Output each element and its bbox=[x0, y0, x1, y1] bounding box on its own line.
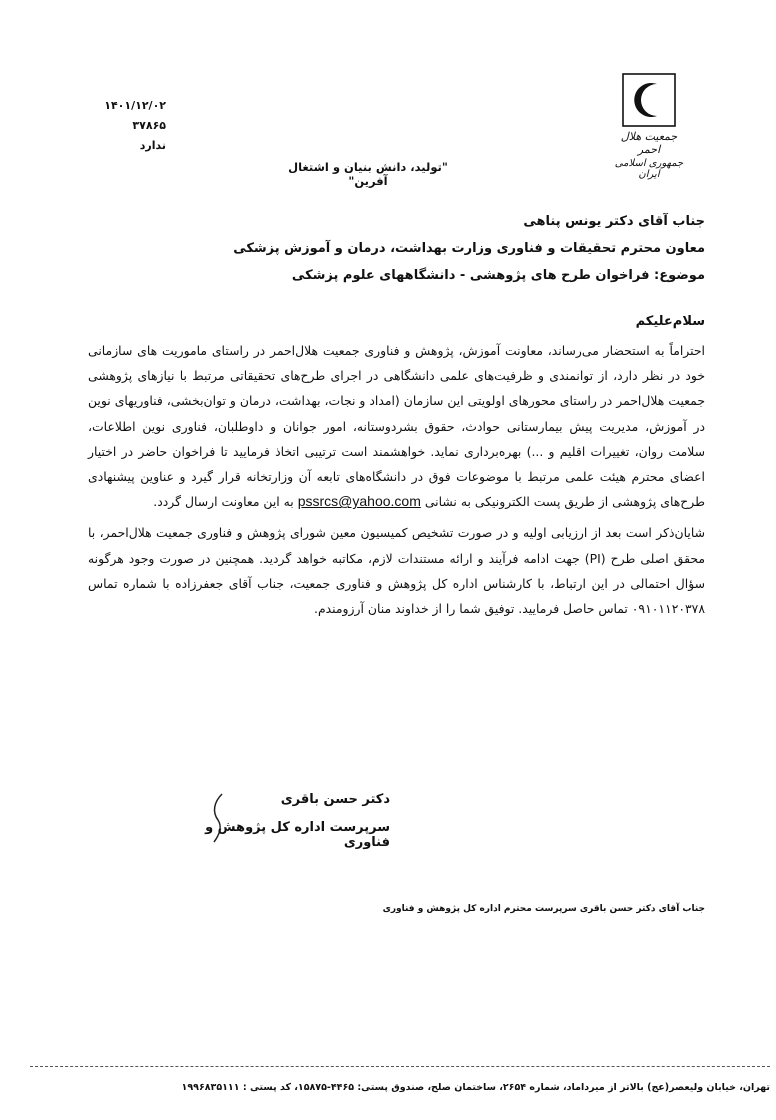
letter-body bbox=[88, 338, 705, 621]
motto: "تولید، دانش بنیان و اشتغال آفرین" bbox=[288, 160, 448, 188]
letter-meta bbox=[80, 96, 166, 156]
letter-subject: موضوع: فراخوان طرح های پژوهشی - دانشگاههای علوم پزشکی bbox=[291, 268, 705, 283]
signatory-title: سرپرست اداره کل پژوهش و فناوری bbox=[205, 820, 390, 850]
logo-org-country: جمهوری اسلامی ایران bbox=[614, 158, 684, 180]
body-paragraph-1-text: احتراماً به استحضار می‌رساند، معاونت آموزش، پژوهش و فناوری جمعیت هلال‌احمر در راستای ماموریت های سازمانی خود در نظر دارد، از توانمندی و ظرفیت‌های علمی دانشگاهی در اجرای طرح‌های تحقیقاتی مرتبط با نیازهای پژوهشی جمعیت هلال‌احمر در راستای محورهای اولویتی این سازمان (امداد و نجات، بهداشت، درمان و توان‌بخشی، فناوریهای نوین در آموزش، مدیریت پیش بیمارستانی حوادث، حقوق بشردوستانه، امور جوانان و داوطلبان، فناوری نوین اطلاعات، سلامت روان، تغییرات اقلیم و ...) بهره‌برداری نماید. خواهشمند است ترتیبی اتخاذ فرمایید تا فراخوان حاضر در اختیار اعضای محترم هیئت علمی مرتبط با موضوعات فوق در دانشگاه‌های تابعه آن وزارتخانه قرار گیرد و عناوین پیشنهادی طرح‌های پژوهشی از طریق پست الکترونیکی به نشانی bbox=[88, 343, 705, 510]
letter-attachment: ندارد bbox=[139, 139, 166, 152]
body-paragraph-1 bbox=[88, 338, 705, 514]
body-paragraph-1-end: به این معاونت ارسال گردد. bbox=[153, 494, 294, 510]
addressee-block bbox=[200, 208, 705, 289]
logo-org-name: جمعیت هلال احمر bbox=[620, 130, 678, 156]
signatory-name: دکتر حسن باقری bbox=[280, 792, 390, 807]
addressee-position: معاون محترم تحقیقات و فناوری وزارت بهداشت، درمان و آموزش پزشکی bbox=[233, 241, 705, 256]
red-crescent-logo-icon bbox=[621, 72, 677, 128]
logo bbox=[614, 72, 684, 180]
body-paragraph-2: شایان‌ذکر است بعد از ارزیابی اولیه و در صورت تشخیص کمیسیون معین شورای پژوهش و فناوری جمعیت هلال‌احمر، با محقق اصلی طرح (PI) جهت ادامه فرآیند و ارائه مستندات لازم، مکاتبه خواهد گردید. همچنین در صورت وجود هرگونه سؤال احتمالی در این ارتباط، با کارشناس اداره کل پژوهش و فناوری جمعیت، جناب آقای جعفرزاده با شماره تماس ۰۹۱۰۱۱۲۰۳۷۸ تماس حاصل فرمایید. توفیق شما را از خداوند منان آرزومندم. bbox=[88, 525, 705, 617]
footer-divider bbox=[30, 1066, 770, 1067]
footer-address: تهران، خیابان ولیعصر(عج) بالاتر از میرداماد، شماره ۲۶۵۴، ساختمان صلح، صندوق پستی: ۴۴۶۵-۱۵۸۷۵، کد پستی : ۱۹۹۶۸۳۵۱۱۱ bbox=[181, 1082, 770, 1093]
cc-line: جناب آقای دکتر حسن باقری سرپرست محترم اداره کل پژوهش و فناوری bbox=[382, 904, 705, 914]
email-link[interactable]: pssrcs@yahoo.com bbox=[297, 493, 421, 510]
letter-date: ۱۴۰۱/۱۲/۰۲ bbox=[104, 99, 166, 112]
greeting: سلام‌علیکم bbox=[635, 314, 705, 329]
addressee-name: جناب آقای دکتر یونس پناهی bbox=[523, 214, 705, 229]
letter-number: ۳۷۸۶۵ bbox=[132, 119, 166, 132]
